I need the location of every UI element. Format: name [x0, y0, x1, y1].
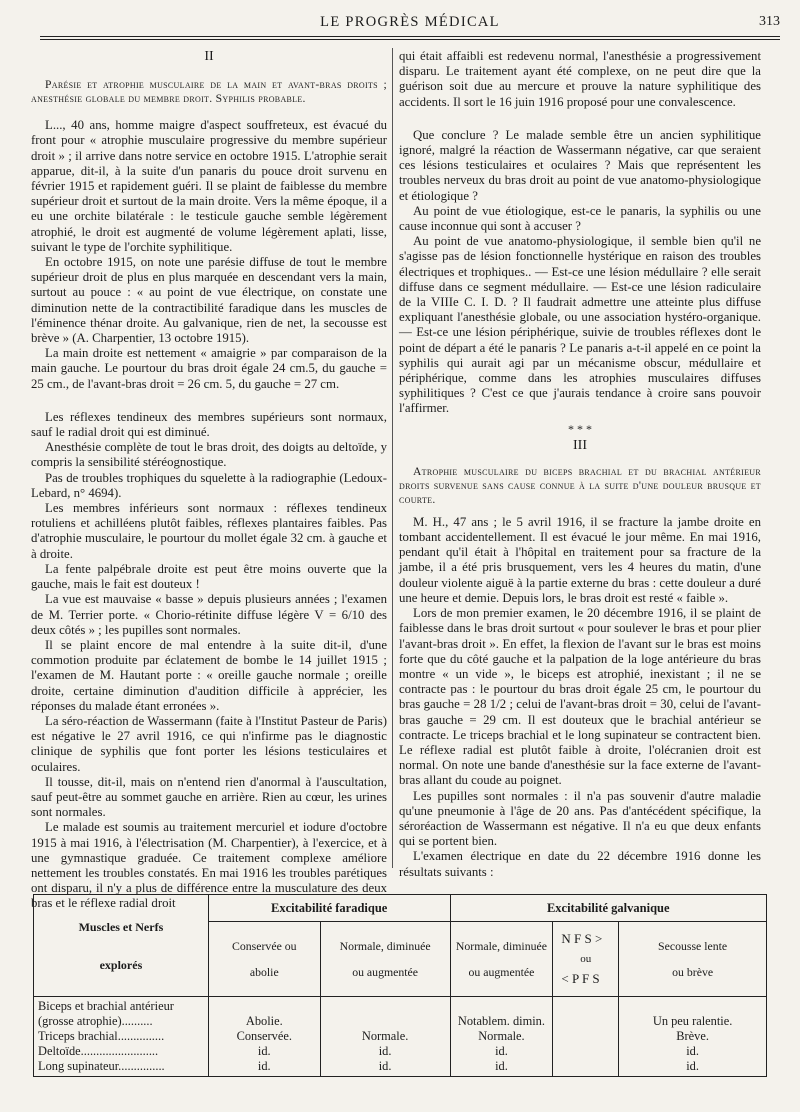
- table-subheader: Secousse lente ou brève: [619, 922, 767, 997]
- paragraph: Les pupilles sont normales : il n'a pas souvenir d'autre maladie qu'une pneumonie à l'âge de 20 ans. Pas d'antécédent spécifique, la séroréaction de Wassermann est négative. Il n'a eu que deux enfants qui se portent bien.: [399, 788, 761, 849]
- paragraph: Que conclure ? Le malade semble être un ancien syphilitique ignoré, malgré la réaction de Wassermann négative, car que seraient ces lésions testiculaires et oculaires ? Mais que représentent les troubles nerveux du bras droit au point de vue anatomo-physiologique et étiologique ?: [399, 127, 761, 203]
- paragraph: L..., 40 ans, homme maigre d'aspect souffreteux, est évacué du front pour « atrophie musculaire progressive du membre supérieur droit » ; il arrive dans notre service en octobre 1915. L'atrophie serait apparue, dit-il, à la suite d'un panaris du pouce droit survenu en février 1915 et rapidement guéri. Il se plaint de faiblesse du membre supérieur droit et surtout de la main droite. Vers la même époque, il a eu une orchite bilatérale : le testicule gauche semble légèrement atrophié, le droit est augmenté de volume légèrement aplati, lisse, suivant le type de l'orchite syphilitique.: [31, 118, 387, 254]
- paragraph: M. H., 47 ans ; le 5 avril 1916, il se fracture la jambe droite en tombant accidentellement. Il est évacué le jour même. En mai 1916, pendant qu'il était à l'hôpital en traitement pour sa fracture de la jambe, il a été pris brusquement, vers les 4 heures du matin, d'une douleur violente aiguë à la partie externe du bras : cette douleur a duré une heure et demie. Depuis lors, le bras droit est resté « faible ».: [399, 514, 761, 605]
- paragraph: La main droite est nettement « amaigrie » par comparaison de la main gauche. Le pourtour du bras droit égale 24 cm.5, du gauche = 25 cm., de l'avant-bras droit = 26 cm. 5, du gauche = 27 cm.: [31, 346, 387, 391]
- left-column: [31, 49, 387, 912]
- table-header-muscles: Muscles et Nerfs explorés: [34, 895, 209, 997]
- section-separator: * * *: [568, 421, 592, 436]
- faradic-conservee-cell: Abolie. Conservée. id. id.: [208, 997, 320, 1077]
- journal-title: LE PROGRÈS MÉDICAL: [320, 14, 500, 30]
- paragraph: Au point de vue étiologique, est-ce le panaris, la syphilis ou une cause inconnue qui sont à accuser ?: [399, 203, 761, 234]
- paragraph: Au point de vue anatomo-physiologique, il semble bien qu'il ne s'agisse pas de lésion fonctionnelle hystérique en raison des troubles électriques et trophiques.. — Est-ce une lésion médullaire ? elle serait diffuse dans ce segment médullaire. — Est-ce une lésion radiculaire de la VIIIe C. I. D. ? Il faudrait admettre une atteinte plus diffuse expliquant l'anesthésie globale, ou une association hystéro-organique. — Est-ce une lésion périphérique, suivie de troubles réflexes dont le point de départ a été le panaris ? Le panaris a-t-il appelé en ce point la syphilis qui aurait agi par un mécanisme obscur, médullaire et périphérique, comme dans les atrophies musculaires diffuses syphilitiques ? C'est ce que j'aurais tendance à croire sans pouvoir l'affirmer.: [399, 234, 761, 416]
- paragraph: Il tousse, dit-il, mais on n'entend rien d'anormal à l'auscultation, sauf peut-être au sommet gauche en arrière. Rien au cœur, les urines sont normales.: [31, 774, 387, 820]
- table-subheader: Conservée ou abolie: [208, 922, 320, 997]
- section-title: Parésie et atrophie musculaire de la main et avant-bras droits ; anesthésie globale du membre droit. Syphilis probable.: [31, 78, 387, 106]
- table-row: [34, 997, 767, 1077]
- table-subheader: Normale, diminuée ou augmentée: [320, 922, 450, 997]
- table-subheader-nfs: N F S > ou < P F S: [553, 922, 619, 997]
- paragraph: L'examen électrique en date du 22 décembre 1916 donne les résultats suivants :: [399, 849, 761, 879]
- paragraph: Pas de troubles trophiques du squelette à la radiographie (Ledoux-Lebard, n° 4694).: [31, 470, 387, 500]
- column-divider: [392, 48, 393, 868]
- galvanic-normale-cell: Notablem. dimin. Normale. id. id.: [450, 997, 553, 1077]
- paragraph: Les membres inférieurs sont normaux : réflexes tendineux rotuliens et achilléens plutôt faibles, réflexes plantaires faibles. Pas d'atrophie musculaire, le pourtour du mollet égale 32 cm. à gauche et à droite.: [31, 501, 387, 561]
- header-rule-thin: [40, 39, 780, 40]
- paragraph: Lors de mon premier examen, le 20 décembre 1916, il se plaint de faiblesse dans le bras droit surtout « pour soulever le bras et pour plier l'avant-bras droit ». En effet, la flexion de l'avant sur le bras est moins forte que du côté gauche et la palpation de la loge antérieure du bras montre « un vide », le biceps est atrophié, inexistant ; il ne se contracte pas : le pourtour du bras droit égale 25 cm, le pourtour du bras gauche = 28 1/2 ; celui de l'avant-bras droit = 30, celui de l'avant-bras gauche = 29 cm. Il est douteux que le brachial antérieur se contracte. Le triceps brachial et le long supinateur se contractent bien. Le réflexe radial est plutôt faible à droite, l'olécranien droit est normal. On note une bande d'anesthésie sur la face externe de l'avant-bras allant du coude au poignet.: [399, 606, 761, 788]
- section-title: Atrophie musculaire du biceps brachial et du brachial antérieur droits survenue sans cause connue à la suite d'une douleur brusque et courte.: [399, 464, 761, 506]
- right-column: [399, 49, 761, 880]
- paragraph: Les réflexes tendineux des membres supérieurs sont normaux, sauf le radial droit qui est diminué.: [31, 409, 387, 440]
- paragraph: La séro-réaction de Wassermann (faite à l'Institut Pasteur de Paris) est négative le 27 avril 1916, ce qui n'infirme pas le diagnostic clinique de syphilis que font porter les lésions testiculaires et oculaires.: [31, 713, 387, 774]
- table-subheader: Normale, diminuée ou augmentée: [450, 922, 553, 997]
- paragraph: Il se plaint encore de mal entendre à la suite dit-il, d'une commotion produite par éclatement de bombe le 14 juillet 1915 ; l'examen de M. Hautant porte : « oreille gauche normale ; oreille droite, certaine diminution d'audition difficile à apprécier, les réponses du malade étant erronées ».: [31, 637, 387, 713]
- section-number: II: [204, 49, 214, 64]
- page-header: [40, 14, 780, 34]
- paragraph: Anesthésie complète de tout le bras droit, des doigts au deltoïde, y compris la sensibilité stéréognostique.: [31, 440, 387, 470]
- faradic-normale-cell: Normale. id. id.: [320, 997, 450, 1077]
- galvanic-nfs-cell: [553, 997, 619, 1077]
- paragraph: Le malade est soumis au traitement mercuriel et iodure d'octobre 1915 à mai 1916, à l'électrisation (M. Charpentier), à l'exercice, et à une gymnastique graduée. Ce traitement complexe améliore nettement les troubles constatés. En mai 1916 les troubles parétiques ont disparu, il n'y a plus de différence entre la musculature des deux bras et le réflexe radial droit: [31, 820, 387, 911]
- paragraph: En octobre 1915, on note une parésie diffuse de tout le membre supérieur droit de plus en plus marquée en descendant vers la main, surtout au pouce : « au point de vue électrique, on constate une diminution nette de la contractibilité faradique dans les muscles de l'éminence thénar droite. Au galvanique, rien de net, la secousse est brève » (A. Charpentier, 13 octobre 1915).: [31, 255, 387, 346]
- page-number: 313: [759, 14, 780, 29]
- table-header-faradic: Excitabilité faradique: [208, 895, 450, 922]
- paragraph: La fente palpébrale droite est peut être moins ouverte que la gauche, mais le fait est douteux !: [31, 561, 387, 592]
- table-header-galvanic: Excitabilité galvanique: [450, 895, 767, 922]
- section-number: III: [573, 437, 587, 453]
- header-rule: [40, 36, 780, 37]
- muscles-cell: Biceps et brachial antérieur (grosse atrophie).......... Triceps brachial............... Deltoïde......................... Long supinateur...............: [34, 997, 209, 1077]
- electrical-exam-table: [33, 894, 767, 1077]
- paragraph: qui était affaibli est redevenu normal, l'anesthésie a progressivement disparu. Le traitement ayant été complexe, on ne peut dire que la guérison soit due au mercure et prouve la nature syphilitique des accidents. Il sort le 16 juin 1916 proposé pour une convalescence.: [399, 49, 761, 109]
- paragraph: La vue est mauvaise « basse » depuis plusieurs années ; l'examen de M. Terrier porte. « Chorio-rétinite diffuse légère V = 6/10 des deux côtés » ; les pupilles sont normales.: [31, 592, 387, 637]
- galvanic-secousse-cell: Un peu ralentie. Brève. id. id.: [619, 997, 767, 1077]
